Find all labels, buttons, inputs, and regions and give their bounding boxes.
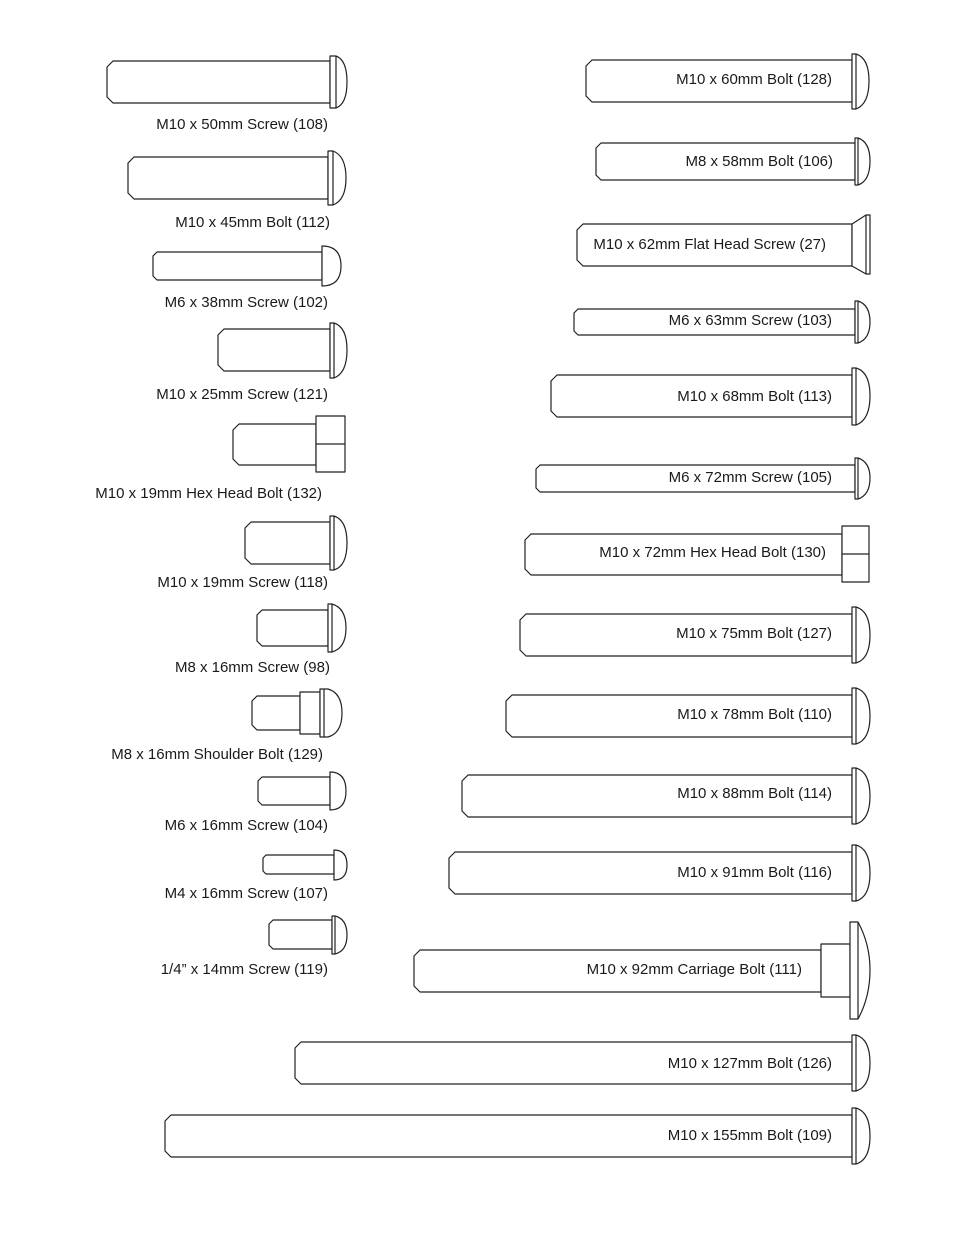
part-label: M10 x 62mm Flat Head Screw (27) — [593, 236, 826, 253]
part-105 — [536, 458, 870, 499]
part-label: M8 x 16mm Shoulder Bolt (129) — [111, 746, 323, 763]
bolt-button-head — [855, 458, 870, 499]
bolt-button-head — [852, 368, 870, 425]
bolt-button-head — [330, 516, 347, 570]
part-label: M10 x 72mm Hex Head Bolt (130) — [599, 544, 826, 561]
bolt-shank — [245, 522, 330, 564]
bolt-shank — [252, 696, 300, 730]
part-114 — [462, 768, 870, 824]
bolt-button-head — [852, 607, 870, 663]
bolt-shank — [107, 61, 330, 103]
bolt-round-head — [334, 850, 347, 880]
part-label: M10 x 78mm Bolt (110) — [677, 706, 832, 723]
bolt-button-head — [855, 301, 870, 343]
bolt-shank — [269, 920, 332, 949]
bolt-shank — [263, 855, 334, 874]
part-label: M4 x 16mm Screw (107) — [164, 885, 328, 902]
part-label: M10 x 19mm Screw (118) — [157, 574, 328, 591]
bolt-button-head — [328, 604, 346, 652]
part-label: M8 x 16mm Screw (98) — [174, 659, 330, 676]
bolt-button-head — [852, 1035, 870, 1091]
bolt-button-head — [852, 1108, 870, 1164]
part-label: M10 x 127mm Bolt (126) — [667, 1055, 832, 1072]
part-127 — [520, 607, 870, 663]
bolt-button-head — [852, 768, 870, 824]
part-label: 1/4” x 14mm Screw (119) — [160, 961, 328, 978]
bolt-button-head — [330, 56, 347, 108]
part-106 — [596, 138, 870, 185]
part-label: M10 x 92mm Carriage Bolt (111) — [586, 961, 802, 978]
bolt-round-head — [322, 246, 341, 286]
part-label: M10 x 50mm Screw (108) — [156, 116, 328, 133]
part-label: M10 x 68mm Bolt (113) — [677, 388, 832, 405]
bolt-button-head — [332, 916, 347, 954]
bolt-button-head — [852, 688, 870, 744]
part-label: M10 x 88mm Bolt (114) — [677, 785, 832, 802]
part-label: M6 x 38mm Screw (102) — [164, 294, 328, 311]
part-108 — [107, 56, 347, 133]
bolt-button-head — [330, 323, 347, 378]
bolt-square-neck — [821, 944, 850, 997]
bolt-shank — [218, 329, 330, 371]
part-102 — [153, 246, 341, 311]
bolt-button-head — [328, 151, 346, 205]
part-128 — [586, 54, 869, 109]
bolt-flat-head — [852, 215, 870, 274]
bolt-button-head — [320, 689, 342, 737]
part-label: M10 x 25mm Screw (121) — [156, 386, 328, 403]
part-104 — [165, 772, 346, 834]
part-130 — [525, 526, 869, 582]
part-label: M6 x 63mm Screw (103) — [668, 312, 832, 329]
part-116 — [449, 845, 870, 901]
bolt-carriage-head — [850, 922, 870, 1019]
part-label: M10 x 45mm Bolt (112) — [175, 214, 330, 231]
bolt-button-head — [852, 54, 869, 109]
bolt-button-head — [852, 845, 870, 901]
bolt-shoulder — [300, 692, 320, 734]
part-27 — [577, 215, 870, 274]
bolt-shank — [257, 610, 328, 646]
part-103 — [574, 301, 870, 343]
part-label: M6 x 16mm Screw (104) — [164, 817, 328, 834]
part-label: M10 x 91mm Bolt (116) — [677, 864, 832, 881]
part-119 — [161, 916, 347, 978]
part-label: M10 x 155mm Bolt (109) — [667, 1127, 832, 1144]
bolt-shank — [233, 424, 316, 465]
part-label: M10 x 60mm Bolt (128) — [676, 71, 832, 88]
part-109 — [165, 1108, 870, 1164]
part-132 — [95, 416, 345, 502]
part-126 — [295, 1035, 870, 1091]
part-label: M6 x 72mm Screw (105) — [668, 469, 832, 486]
bolt-shank — [128, 157, 328, 199]
part-label: M10 x 19mm Hex Head Bolt (132) — [95, 485, 322, 502]
part-111 — [414, 922, 870, 1019]
part-label: M8 x 58mm Bolt (106) — [685, 153, 833, 170]
bolt-button-head — [855, 138, 870, 185]
part-113 — [551, 368, 870, 425]
part-118 — [157, 516, 347, 591]
part-110 — [506, 688, 870, 744]
part-label: M10 x 75mm Bolt (127) — [676, 625, 832, 642]
bolt-shank — [258, 777, 330, 805]
bolt-round-head — [330, 772, 346, 810]
part-121 — [156, 323, 347, 403]
bolt-shank — [153, 252, 322, 280]
part-129 — [111, 689, 342, 763]
part-107 — [165, 850, 347, 902]
part-112 — [128, 151, 346, 231]
part-98 — [175, 604, 346, 676]
